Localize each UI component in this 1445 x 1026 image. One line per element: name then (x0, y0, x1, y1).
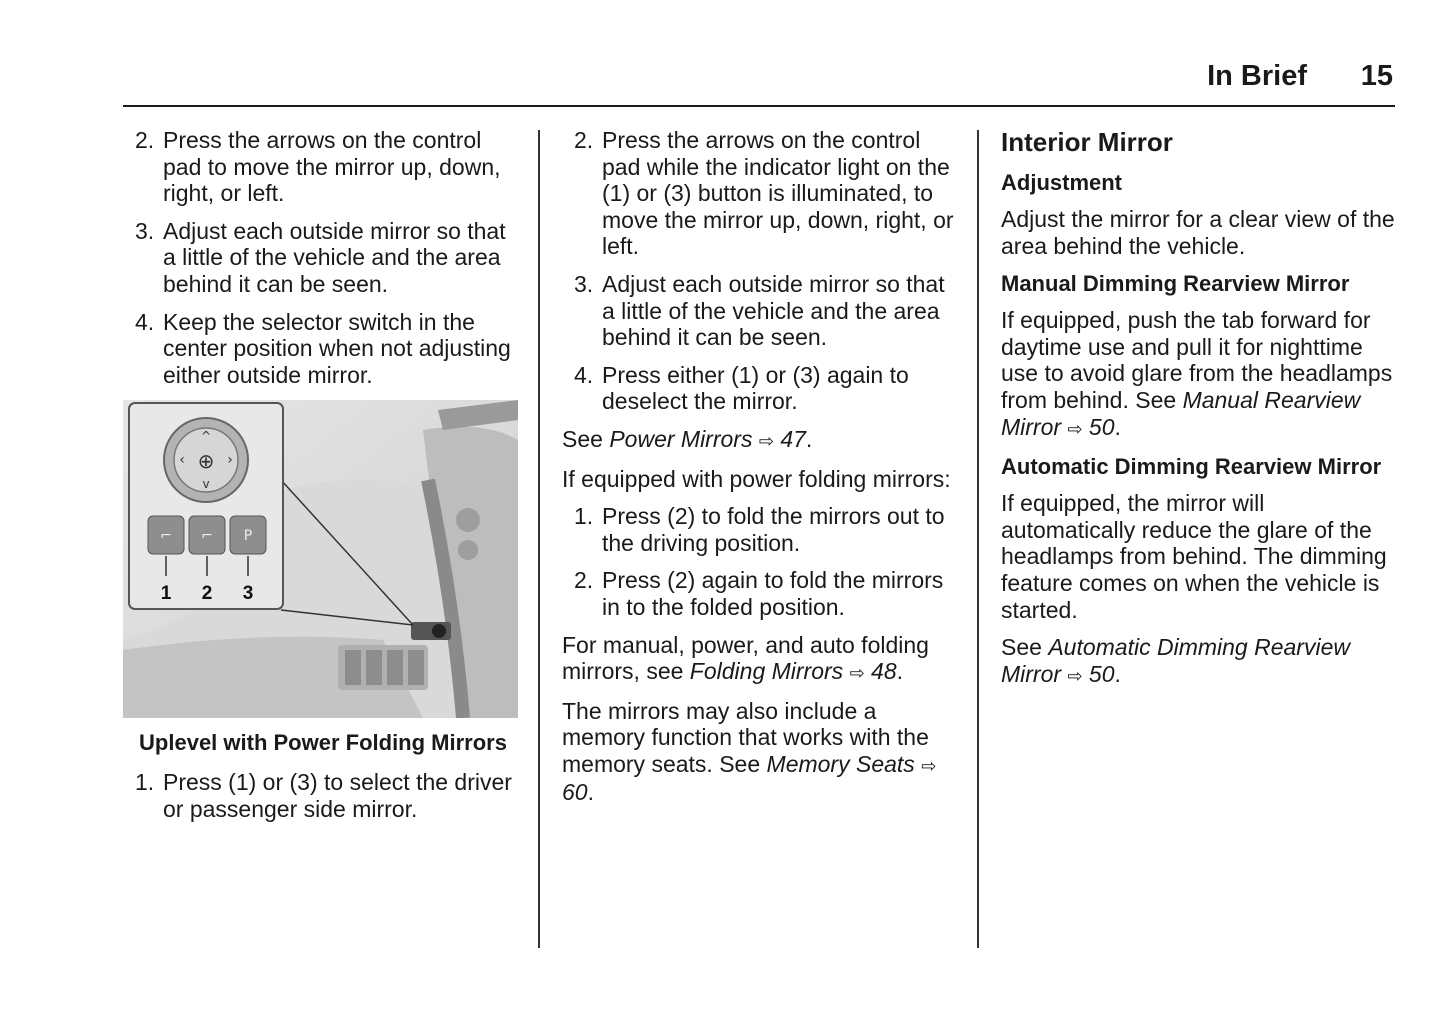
figure-label-1: 1 (160, 583, 172, 605)
link-folding-mirrors[interactable]: Folding Mirrors (689, 658, 844, 685)
adjustment-text: Adjust the mirror for a clear view of the area behind the vehicle. (1001, 206, 1395, 259)
svg-text:›: › (227, 452, 233, 469)
automatic-dimming-text: If equipped, the mirror will automatically reduce the glare of the headlamps from behind. The dimming feature comes on when the vehicle is started. (1001, 490, 1387, 623)
page-number: 15 (1360, 60, 1393, 92)
svg-text:P: P (243, 528, 253, 545)
column-2 (562, 127, 960, 817)
link-automatic-dimming-rearview-mirror[interactable]: Automatic Dimming Rearview Mirror (1001, 634, 1350, 687)
link-memory-seats[interactable]: Memory Seats (766, 750, 915, 777)
column-3 (1001, 127, 1397, 700)
list-item: 2. Press (2) again to fold the mirrors in to the folded position. (574, 567, 944, 620)
svg-text:‹: ‹ (179, 452, 185, 469)
manual-dimming-text: If equipped, push the tab forward for daytime use and pull it for nighttime use to avoid glare from the headlamps from behind. See Manual Rearview Mirror ⇨ 50. (1001, 307, 1393, 440)
mirror-controls-figure (123, 400, 518, 718)
page-ref-arrow-icon: ⇨ (1067, 418, 1083, 439)
svg-text:v: v (202, 477, 210, 492)
column-divider-2 (977, 130, 979, 948)
page-ref-arrow-icon: ⇨ (849, 663, 865, 684)
list-item: 3. Adjust each outside mirror so that a little of the vehicle and the area behind it can be seen. (135, 217, 506, 297)
list-item: 2. Press the arrows on the control pad to move the mirror up, down, right, or left. (135, 127, 501, 207)
list-item: 1. Press (2) to fold the mirrors out to the driving position. (574, 503, 945, 556)
page-ref-arrow-icon: ⇨ (1067, 665, 1083, 686)
svg-text:⌐: ⌐ (160, 528, 172, 545)
figure-label-3: 3 (242, 583, 254, 605)
heading-adjustment: Adjustment (1001, 170, 1122, 195)
see-reference-power-mirrors: See Power Mirrors ⇨ 47. (562, 425, 813, 452)
see-reference-memory-seats: The mirrors may also include a memory function that works with the memory seats. See Memory Seats ⇨ 60. (562, 697, 937, 806)
column-divider-1 (538, 130, 540, 948)
section-title: In Brief (1207, 60, 1307, 92)
link-power-mirrors[interactable]: Power Mirrors (609, 425, 753, 452)
list-item: 1. Press (1) or (3) to select the driver or passenger side mirror. (135, 769, 512, 822)
page-ref-arrow-icon: ⇨ (758, 430, 774, 451)
see-reference-automatic-dimming: See Automatic Dimming Rearview Mirror ⇨ 50. (1001, 634, 1350, 687)
heading-manual-dimming: Manual Dimming Rearview Mirror (1001, 271, 1350, 297)
svg-text:⊕: ⊕ (197, 449, 215, 474)
header-rule (123, 105, 1395, 107)
see-reference-folding-mirrors: For manual, power, and auto folding mirrors, see Folding Mirrors ⇨ 48. (562, 631, 929, 685)
heading-automatic-dimming: Automatic Dimming Rearview Mirror (1001, 454, 1382, 480)
page-ref-arrow-icon: ⇨ (921, 755, 937, 776)
link-manual-rearview-mirror[interactable]: Manual Rearview Mirror (1001, 386, 1361, 440)
list-item: 3. Adjust each outside mirror so that a little of the vehicle and the area behind it can be seen. (574, 270, 945, 351)
svg-text:^: ^ (200, 429, 212, 444)
list-item: 4. Press either (1) or (3) again to deselect the mirror. (574, 361, 909, 415)
svg-text:⌐: ⌐ (201, 528, 213, 545)
heading-interior-mirror: Interior Mirror (1001, 127, 1173, 157)
figure-caption: Uplevel with Power Folding Mirrors (139, 730, 507, 756)
folding-intro: If equipped with power folding mirrors: (562, 465, 951, 492)
figure-label-2: 2 (201, 583, 213, 605)
column-1 (123, 127, 523, 834)
list-item: 2. Press the arrows on the control pad while the indicator light on the (1) or (3) button is illuminated, to move the mirror up, down, right, or left. (574, 127, 954, 260)
list-item: 4. Keep the selector switch in the center position when not adjusting either outside mirror. (135, 308, 511, 388)
